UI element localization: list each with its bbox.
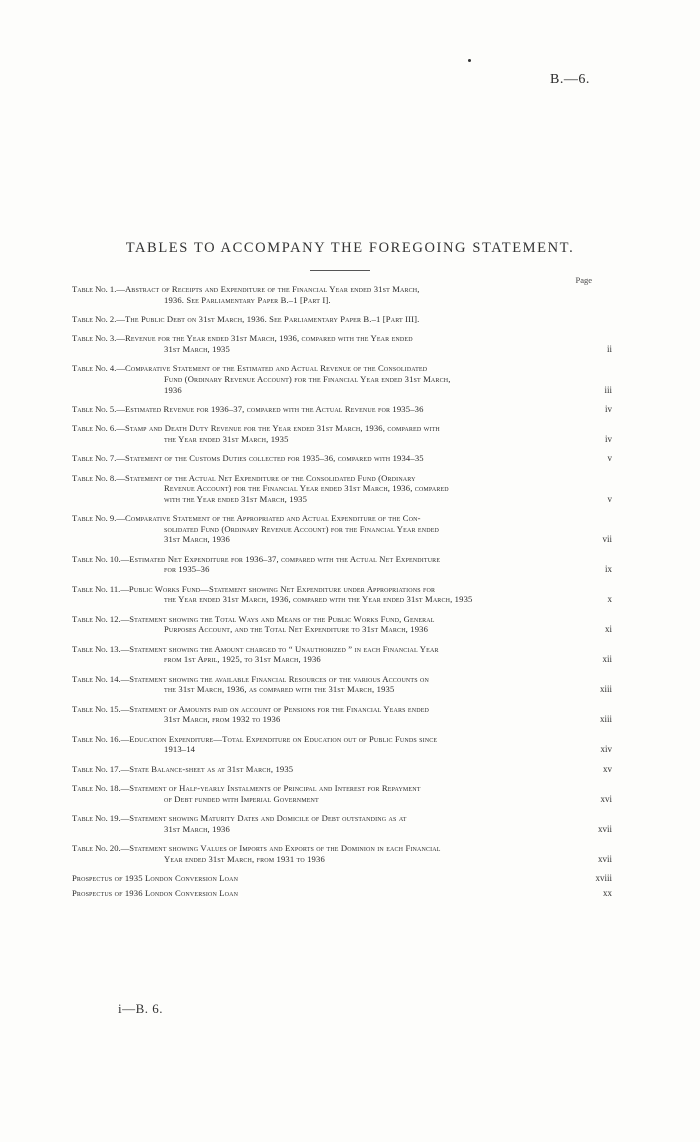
- table-description: Comparative Statement of the Appropriated and Actual Expenditure of the Con-: [124, 513, 421, 524]
- entry-first-line: [72, 644, 439, 654]
- table-description-continued: 31st March, 1936: [164, 534, 230, 545]
- table-entry: [72, 614, 612, 635]
- table-entry: [72, 333, 612, 354]
- entry-first-line: [72, 843, 441, 853]
- table-description: Statement of Amounts paid on account of Pensions for the Financial Years ended: [129, 703, 429, 714]
- entry-dash: —: [116, 472, 125, 483]
- entry-dash: —: [120, 813, 130, 824]
- entry-dash: —: [120, 843, 130, 854]
- entry-dash: —: [120, 703, 130, 714]
- entry-text: [72, 888, 578, 899]
- table-description: Statement showing the Total Ways and Means of the Public Works Fund, General: [129, 613, 435, 624]
- table-entry: [72, 554, 612, 575]
- table-description: Prospectus of 1935 London Conversion Loan: [72, 873, 239, 884]
- table-description-continued: Revenue Account) for the Financial Year ended 31st March, 1936, compared: [164, 483, 449, 494]
- entry-first-line: [72, 704, 429, 714]
- document-code: B.—6.: [550, 72, 590, 87]
- entry-dash: —: [116, 423, 125, 434]
- page-number: xiv: [600, 744, 612, 755]
- entry-first-line: [72, 284, 420, 294]
- table-description-continued: 31st March, from 1932 to 1936: [164, 714, 281, 725]
- table-description-continued: from 1st April, 1925, to 31st March, 1936: [164, 654, 321, 665]
- entry-dash: —: [120, 783, 130, 794]
- table-number: Table No. 7.: [72, 453, 117, 464]
- table-description: Education Expenditure—Total Expenditure on Education out of Public Funds since: [129, 733, 438, 744]
- entry-first-line: [72, 453, 424, 463]
- entry-text: [72, 843, 578, 864]
- table-entry: [72, 783, 612, 804]
- entry-text: [72, 614, 578, 635]
- entry-first-line: [72, 584, 435, 594]
- entry-dash: —: [116, 363, 125, 374]
- table-number: Table No. 19.: [72, 813, 121, 824]
- table-description: Comparative Statement of the Estimated and Actual Revenue of the Consolidated: [124, 363, 428, 374]
- entry-text: [72, 873, 578, 884]
- entry-first-line: [72, 674, 429, 684]
- entry-dash: —: [120, 553, 130, 564]
- table-entry: [72, 704, 612, 725]
- table-number: Table No. 1.: [72, 284, 117, 294]
- table-description-continued: with the Year ended 31st March, 1935: [164, 493, 308, 504]
- table-description-continued: 1913–14: [164, 744, 196, 755]
- table-number: Table No. 16.: [72, 733, 121, 744]
- table-description: Statement of the Actual Net Expenditure of the Consolidated Fund (Ordinary: [124, 472, 416, 483]
- entry-first-line: [72, 554, 440, 564]
- entry-text: [72, 644, 578, 665]
- page-column-label: Page: [575, 275, 592, 285]
- table-number: Table No. 14.: [72, 673, 121, 684]
- table-entry: [72, 813, 612, 834]
- table-entry: [72, 734, 612, 755]
- entry-first-line: [72, 363, 427, 373]
- page-number: v: [607, 453, 612, 464]
- page-number: xii: [602, 654, 612, 665]
- entry-first-line: [72, 314, 419, 324]
- page-number: iii: [604, 384, 612, 395]
- page-number: xx: [603, 887, 612, 898]
- entry-text: [72, 584, 578, 605]
- entry-dash: —: [120, 763, 130, 774]
- entry-dash: —: [116, 403, 125, 414]
- page-number: x: [607, 594, 612, 605]
- table-number: Table No. 13.: [72, 643, 121, 654]
- table-description: State Balance-sheet as at 31st March, 1935: [129, 763, 294, 774]
- table-description: Statement showing the Amount charged to “ Unauthorized ” in each Financial Year: [129, 643, 439, 654]
- entry-first-line: [72, 764, 293, 774]
- table-number: Table No. 17.: [72, 763, 121, 774]
- entry-text: [72, 453, 578, 464]
- page-number: xi: [604, 624, 612, 635]
- page-number: v: [607, 493, 612, 504]
- entry-text: [72, 764, 578, 775]
- entry-first-line: [72, 473, 416, 483]
- entry-text: [72, 554, 578, 575]
- table-description-continued: the Year ended 31st March, 1936, compared with the Year ended 31st March, 1935: [164, 594, 473, 605]
- ink-speck: [468, 59, 471, 62]
- entry-dash: —: [120, 673, 130, 684]
- tables-list: [72, 284, 612, 902]
- page-number: iv: [604, 433, 612, 444]
- page-number: xviii: [595, 873, 612, 884]
- entry-first-line: [72, 513, 421, 523]
- entry-first-line: [72, 813, 406, 823]
- table-entry: [72, 314, 612, 325]
- entry-dash: —: [116, 453, 125, 464]
- entry-text: [72, 314, 612, 325]
- table-number: Table No. 10.: [72, 553, 121, 564]
- table-entry: [72, 513, 612, 545]
- entry-first-line: [72, 423, 440, 433]
- table-description-continued: Fund (Ordinary Revenue Account) for the Financial Year ended 31st March,: [164, 373, 451, 384]
- table-number: Table No. 18.: [72, 783, 121, 794]
- table-description-continued: the Year ended 31st March, 1935: [164, 433, 289, 444]
- entry-text: [72, 513, 578, 545]
- table-entry: [72, 843, 612, 864]
- table-description: Statement showing the available Financial Resources of the various Accounts on: [129, 673, 429, 684]
- table-entry: [72, 764, 612, 775]
- table-entry: [72, 453, 612, 464]
- entry-text: [72, 473, 578, 505]
- table-entry: [72, 674, 612, 695]
- entry-first-line: [72, 734, 437, 744]
- entry-dash: —: [120, 643, 130, 654]
- table-description: Revenue for the Year ended 31st March, 1936, compared with the Year ended: [124, 333, 413, 344]
- page-number: xvii: [597, 853, 612, 864]
- table-description-continued: of Debt funded with Imperial Government: [164, 793, 319, 804]
- table-entry: [72, 284, 612, 305]
- page-number: xvi: [600, 793, 612, 804]
- table-description: Stamp and Death Duty Revenue for the Year ended 31st March, 1936, compared with: [124, 423, 440, 434]
- table-description-continued: solidated Fund (Ordinary Revenue Account) for the Financial Year ended: [164, 523, 439, 534]
- page-title: TABLES TO ACCOMPANY THE FOREGOING STATEMENT.: [125, 240, 575, 256]
- table-number: Table No. 12.: [72, 613, 121, 624]
- table-description: Statement of the Customs Duties collected for 1935–36, compared with 1934–35: [124, 453, 424, 464]
- table-description-continued: the 31st March, 1936, as compared with the 31st March, 1935: [164, 684, 395, 695]
- page-number: xvii: [597, 823, 612, 834]
- entry-first-line: [72, 404, 424, 414]
- prospectus-entry: [72, 873, 612, 884]
- page-number: iv: [604, 403, 612, 414]
- entry-dash: —: [120, 613, 130, 624]
- table-number: Table No. 8.: [72, 472, 117, 483]
- table-description-continued: 1936: [164, 384, 182, 395]
- entry-first-line: [72, 888, 238, 898]
- page-number: vii: [602, 534, 612, 545]
- table-number: Table No. 15.: [72, 703, 121, 714]
- entry-dash: —: [120, 733, 130, 744]
- page-number: xiii: [599, 714, 612, 725]
- table-description-continued: Purposes Account, and the Total Net Expenditure to 31st March, 1936: [164, 624, 429, 635]
- entry-dash: —: [116, 313, 125, 324]
- entry-first-line: [72, 333, 413, 343]
- table-description-continued: Year ended 31st March, from 1931 to 1936: [164, 853, 325, 864]
- table-description: Statement showing Values of Imports and Exports of the Dominion in each Financial: [129, 843, 441, 854]
- table-entry: [72, 423, 612, 444]
- entry-text: [72, 333, 578, 354]
- table-number: Table No. 3.: [72, 333, 117, 344]
- table-number: Table No. 4.: [72, 363, 117, 374]
- entry-first-line: [72, 783, 421, 793]
- table-description: Statement showing Maturity Dates and Domicile of Debt outstanding as at: [129, 813, 407, 824]
- entry-dash: —: [120, 583, 129, 594]
- entry-first-line: [72, 614, 435, 624]
- entry-first-line: [72, 873, 238, 883]
- entry-text: [72, 813, 578, 834]
- entry-text: [72, 423, 578, 444]
- table-description: Public Works Fund—Statement showing Net Expenditure under Appropriations for: [128, 583, 436, 594]
- signature-mark: i—B. 6.: [118, 1001, 164, 1016]
- table-entry: [72, 644, 612, 665]
- table-description: Prospectus of 1936 London Conversion Loan: [72, 887, 239, 898]
- title-rule: [310, 270, 370, 271]
- entry-text: [72, 734, 578, 755]
- page-number: ii: [606, 343, 612, 354]
- table-number: Table No. 20.: [72, 843, 121, 854]
- entry-text: [72, 404, 578, 415]
- table-number: Table No. 2.: [72, 313, 117, 324]
- entry-text: [72, 704, 578, 725]
- table-description: Abstract of Receipts and Expenditure of the Financial Year ended 31st March,: [124, 284, 420, 294]
- table-entry: [72, 363, 612, 395]
- page-number: xiii: [599, 684, 612, 695]
- table-description-continued: for 1935–36: [164, 564, 210, 575]
- table-description-continued: 1936. See Parliamentary Paper B.–1 [Part I].: [164, 294, 331, 305]
- entry-text: [72, 284, 612, 305]
- entry-dash: —: [116, 333, 125, 344]
- prospectus-entry: [72, 888, 612, 899]
- table-description-continued: 31st March, 1936: [164, 823, 230, 834]
- entry-dash: —: [116, 284, 125, 294]
- table-description-continued: 31st March, 1935: [164, 343, 230, 354]
- entry-dash: —: [116, 513, 125, 524]
- page-number: xv: [603, 763, 612, 774]
- entry-text: [72, 363, 578, 395]
- table-number: Table No. 11.: [72, 583, 121, 594]
- table-number: Table No. 6.: [72, 423, 117, 434]
- page-number: ix: [604, 564, 612, 575]
- table-description: Statement of Half-yearly Instalments of Principal and Interest for Repayment: [129, 783, 421, 794]
- entry-text: [72, 783, 578, 804]
- table-number: Table No. 5.: [72, 403, 117, 414]
- table-entry: [72, 404, 612, 415]
- table-description: Estimated Revenue for 1936–37, compared with the Actual Revenue for 1935–36: [124, 403, 424, 414]
- table-description: Estimated Net Expenditure for 1936–37, compared with the Actual Net Expenditure: [129, 553, 441, 564]
- table-entry: [72, 473, 612, 505]
- table-description: The Public Debt on 31st March, 1936. See Parliamentary Paper B.–1 [Part III].: [124, 313, 420, 324]
- entry-text: [72, 674, 578, 695]
- table-entry: [72, 584, 612, 605]
- table-number: Table No. 9.: [72, 513, 117, 524]
